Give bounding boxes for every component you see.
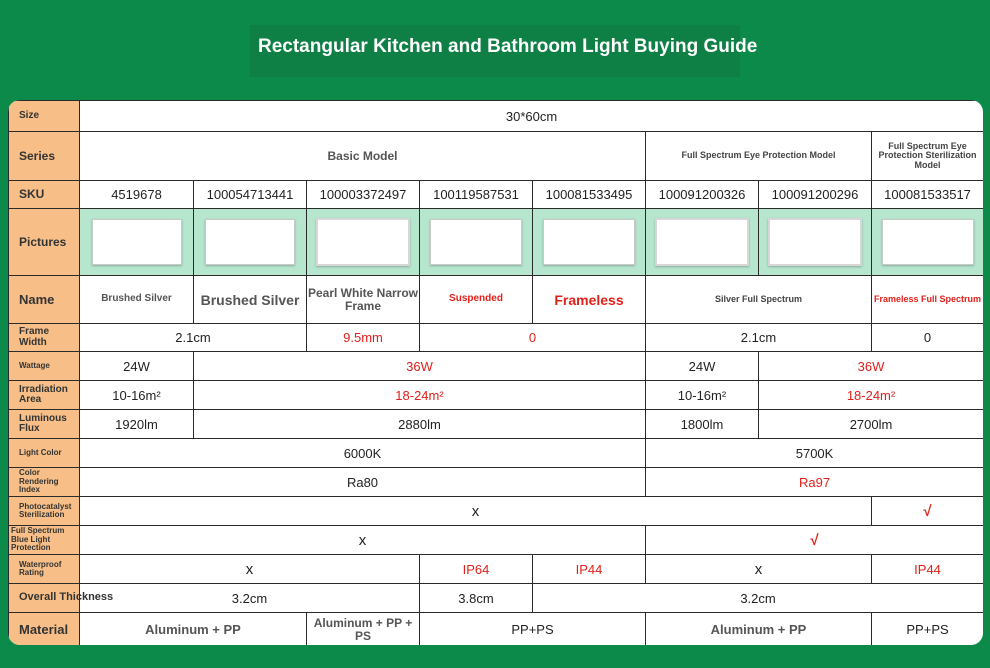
header-sku: SKU: [9, 181, 80, 209]
panel-light-image: [882, 219, 974, 265]
material-value: Aluminum + PP: [80, 613, 307, 646]
panel-light-image: [655, 218, 749, 266]
row-irradiation: [9, 381, 984, 410]
series-sterilization: Full Spectrum Eye Protection Sterilization Model: [872, 132, 984, 181]
header-name: Name: [9, 276, 80, 324]
frame-width-value: 0: [872, 324, 984, 352]
product-picture: [80, 209, 194, 276]
irradiation-value: 10-16m²: [80, 381, 194, 410]
wattage-value: 24W: [646, 352, 759, 381]
header-series: Series: [9, 132, 80, 181]
header-wattage: Wattage: [9, 352, 80, 381]
header-thickness: Overall Thickness: [9, 584, 80, 613]
panel-light-image: [543, 219, 635, 265]
sku-cell: 4519678: [80, 181, 194, 209]
waterproof-value: x: [80, 555, 420, 584]
row-blue-light: [9, 526, 984, 555]
row-material: [9, 613, 984, 646]
product-picture: [307, 209, 420, 276]
header-cri: Color Rendering Index: [9, 468, 80, 497]
waterproof-value: IP64: [420, 555, 533, 584]
flux-value: 2700lm: [759, 410, 984, 439]
panel-light-image: [430, 219, 522, 265]
product-name: Frameless: [533, 276, 646, 324]
product-name: Silver Full Spectrum: [646, 276, 872, 324]
panel-light-image: [316, 218, 410, 266]
thickness-value: 3.2cm: [533, 584, 984, 613]
size-value: 30*60cm: [80, 101, 984, 132]
row-luminous-flux: [9, 410, 984, 439]
thickness-value: 3.2cm: [80, 584, 420, 613]
wattage-value: 36W: [194, 352, 646, 381]
header-luminous-flux: Luminous Flux: [9, 410, 80, 439]
header-size: Size: [9, 101, 80, 132]
series-basic: Basic Model: [80, 132, 646, 181]
cri-value: Ra97: [646, 468, 984, 497]
panel-light-image: [205, 219, 295, 265]
panel-light-image: [92, 219, 182, 265]
header-irradiation: Irradiation Area: [9, 381, 80, 410]
product-name: Brushed Silver: [80, 276, 194, 324]
product-picture: [420, 209, 533, 276]
header-pictures: Pictures: [9, 209, 80, 276]
row-wattage: [9, 352, 984, 381]
photocatalyst-value: x: [80, 497, 872, 526]
wattage-value: 36W: [759, 352, 984, 381]
frame-width-value: 2.1cm: [80, 324, 307, 352]
product-name: Brushed Silver: [194, 276, 307, 324]
cri-value: Ra80: [80, 468, 646, 497]
waterproof-value: IP44: [533, 555, 646, 584]
row-size: [9, 101, 984, 132]
header-photocatalyst: Photocatalyst Sterilization: [9, 497, 80, 526]
header-waterproof: Waterproof Rating: [9, 555, 80, 584]
sku-cell: 100091200296: [759, 181, 872, 209]
sku-cell: 100091200326: [646, 181, 759, 209]
comparison-sheet: [8, 100, 983, 645]
material-value: PP+PS: [420, 613, 646, 646]
header-material: Material: [9, 613, 80, 646]
row-name: [9, 276, 984, 324]
sku-cell: 100081533495: [533, 181, 646, 209]
light-color-value: 6000K: [80, 439, 646, 468]
row-series: [9, 132, 984, 181]
blue-light-value: x: [80, 526, 646, 555]
flux-value: 2880lm: [194, 410, 646, 439]
light-color-value: 5700K: [646, 439, 984, 468]
product-picture: [759, 209, 872, 276]
material-value: Aluminum + PP + PS: [307, 613, 420, 646]
product-picture: [533, 209, 646, 276]
frame-width-value: 2.1cm: [646, 324, 872, 352]
row-cri: [9, 468, 984, 497]
frame-width-value: 9.5mm: [307, 324, 420, 352]
product-picture: [194, 209, 307, 276]
blue-light-value: √: [646, 526, 984, 555]
product-name: Frameless Full Spectrum: [872, 276, 984, 324]
material-value: PP+PS: [872, 613, 984, 646]
product-name: Pearl White Narrow Frame: [307, 276, 420, 324]
wattage-value: 24W: [80, 352, 194, 381]
sku-cell: 100054713441: [194, 181, 307, 209]
product-name: Suspended: [420, 276, 533, 324]
row-sku: [9, 181, 984, 209]
row-waterproof: [9, 555, 984, 584]
irradiation-value: 10-16m²: [646, 381, 759, 410]
frame-width-value: 0: [420, 324, 646, 352]
comparison-table: [8, 100, 983, 645]
flux-value: 1920lm: [80, 410, 194, 439]
sku-cell: 100003372497: [307, 181, 420, 209]
waterproof-value: x: [646, 555, 872, 584]
irradiation-value: 18-24m²: [759, 381, 984, 410]
sku-cell: 100081533517: [872, 181, 984, 209]
header-frame-width: Frame Width: [9, 324, 80, 352]
product-picture: [872, 209, 984, 276]
page-title: Rectangular Kitchen and Bathroom Light Buying Guide: [258, 36, 758, 57]
material-value: Aluminum + PP: [646, 613, 872, 646]
row-light-color: [9, 439, 984, 468]
row-photocatalyst: [9, 497, 984, 526]
product-picture: [646, 209, 759, 276]
row-thickness: [9, 584, 984, 613]
header-blue-light: Full Spectrum Blue Light Protection: [9, 526, 80, 555]
panel-light-image: [768, 218, 862, 266]
waterproof-value: IP44: [872, 555, 984, 584]
flux-value: 1800lm: [646, 410, 759, 439]
row-frame-width: [9, 324, 984, 352]
series-eye-protection: Full Spectrum Eye Protection Model: [646, 132, 872, 181]
row-pictures: [9, 209, 984, 276]
sku-cell: 100119587531: [420, 181, 533, 209]
header-light-color: Light Color: [9, 439, 80, 468]
photocatalyst-value: √: [872, 497, 984, 526]
irradiation-value: 18-24m²: [194, 381, 646, 410]
thickness-value: 3.8cm: [420, 584, 533, 613]
